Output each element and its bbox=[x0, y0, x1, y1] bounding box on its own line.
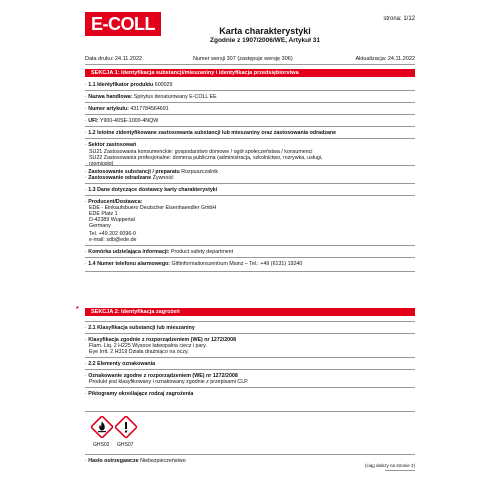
field-label: Hasło ostrzegawcze bbox=[88, 458, 139, 464]
divider bbox=[85, 102, 415, 103]
field-value: Rozpuszczalnik bbox=[179, 169, 219, 175]
field-label: 1.1 Identyfikator produktu bbox=[88, 82, 154, 88]
field-line: · UFI: Y900-40SE-1000-4NQW bbox=[85, 118, 159, 124]
field-line bbox=[89, 379, 248, 385]
field-value: 600029 bbox=[153, 82, 173, 88]
field-label: 2.2 Elementy oznakowania bbox=[88, 361, 156, 367]
divider bbox=[85, 90, 415, 91]
field-line: · Klasyfikacja zgodnie z rozporządzeniem (WE) nr 1272/2008 bbox=[85, 337, 237, 343]
field-label: UFI: bbox=[88, 118, 99, 124]
ecoll-logo: E-COLL bbox=[85, 12, 161, 36]
divider bbox=[85, 411, 415, 412]
divider bbox=[85, 126, 415, 127]
field-label: Zastosowanie odradzane bbox=[88, 175, 152, 181]
divider bbox=[85, 271, 415, 272]
footer-rule bbox=[385, 470, 415, 471]
field-value: Spirytus denaturowany E-COLL EE bbox=[132, 94, 217, 100]
field-label: Zastosowanie substancji / preparatu bbox=[88, 169, 180, 175]
field-label: Klasyfikacja zgodnie z rozporządzeniem (WE) nr 1272/2008 bbox=[88, 337, 237, 343]
field-value: Product safety department bbox=[169, 249, 234, 255]
subtitle: Zgodnie z 1907/2006/WE, Artykuł 31 bbox=[210, 37, 320, 44]
divider bbox=[85, 195, 415, 196]
title: Karta charakterystyki bbox=[219, 26, 311, 36]
change-marker: * bbox=[76, 306, 79, 313]
field-value: Flam. Liq. 2 H225 Wysoce łatwopalna ciecz i pary. bbox=[89, 343, 207, 349]
field-value: Niebezpieczeństwo bbox=[138, 458, 186, 464]
divider bbox=[85, 138, 415, 139]
exclamation-icon bbox=[115, 416, 137, 438]
field-line bbox=[89, 349, 189, 355]
field-line: · Hasło ostrzegawcze Niebezpieczeństwo bbox=[85, 458, 186, 464]
field-value: EDE Platz 1 bbox=[89, 211, 118, 217]
field-label: Komórka udzielająca informacji: bbox=[88, 249, 170, 255]
field-line bbox=[89, 223, 111, 229]
field-line: · 2.1 Klasyfikacja substancji lub mieszaniny bbox=[85, 325, 195, 331]
divider bbox=[85, 183, 415, 184]
divider bbox=[85, 64, 415, 65]
divider bbox=[85, 321, 415, 322]
field-value: Eye Irrit. 2 H319 Działa drażniąco na oczy. bbox=[89, 349, 189, 355]
field-line: · Producent/Dostawca: bbox=[85, 199, 143, 205]
field-label: Piktogramy określające rodzaj zagrożenia bbox=[88, 391, 194, 397]
field-line: · Piktogramy określające rodzaj zagrożenia bbox=[85, 391, 194, 397]
section1-header: SEKCJA 1: Identyfikacja substancji/mieszaniny i identyfikacja przedsiębiorstwa bbox=[85, 69, 415, 77]
field-value: EDE - Einkaufsbuero Deutscher Eisenhaendler GmbH bbox=[89, 205, 217, 211]
update-date: Aktualizacja: 24.11.2022 bbox=[355, 56, 415, 62]
field-line: · Oznakowanie zgodne z rozporządzeniem (WE) nr 1272/2008 bbox=[85, 373, 238, 379]
divider bbox=[85, 333, 415, 334]
divider bbox=[85, 165, 415, 166]
field-label: Sektor zastosowań bbox=[88, 142, 137, 148]
flame-icon bbox=[91, 416, 113, 438]
continued-note: (ciąg dalszy na stronie 2) bbox=[364, 463, 415, 468]
sds-page bbox=[76, 12, 415, 488]
field-label: Numer artykułu: bbox=[88, 106, 129, 112]
field-label: Nazwa handlowa: bbox=[88, 94, 133, 100]
field-line: · Sektor zastosowań bbox=[85, 142, 137, 148]
field-line bbox=[89, 161, 113, 167]
field-line: · Zastosowanie substancji / preparatu Rozpuszczalnik bbox=[85, 169, 219, 175]
field-line bbox=[89, 237, 136, 243]
print-date: Data druku: 24.11.2022 bbox=[85, 56, 143, 62]
field-label: 1.4 Numer telefonu alarmowego: bbox=[88, 261, 171, 267]
field-line: · 1.3 Dane dotyczące dostawcy karty charakterystyki bbox=[85, 187, 218, 193]
field-line: · 2.2 Elementy oznakowania bbox=[85, 361, 156, 367]
field-line: · Numer artykułu: 4317784564691 bbox=[85, 106, 169, 112]
divider bbox=[85, 387, 415, 388]
version-number: Numer wersji 307 (zastępuje wersję 306) bbox=[193, 56, 293, 62]
divider bbox=[85, 114, 415, 115]
divider bbox=[85, 257, 415, 258]
field-value: Produkt jest klasyfikowany i oznakowany zgodnie z przepisami CLP. bbox=[89, 379, 249, 385]
field-value: rzemiosło) bbox=[89, 161, 114, 167]
divider bbox=[85, 245, 415, 246]
field-value: Y900-40SE-1000-4NQW bbox=[98, 118, 159, 124]
field-line: · Nazwa handlowa: Spirytus denaturowany E-COLL EE bbox=[85, 94, 217, 100]
field-line: · Zastosowanie odradzane Żywność bbox=[85, 175, 174, 181]
divider bbox=[85, 357, 415, 358]
field-value: SU22 Zastosowania profesjonalne: domena publiczna (administracja, szkolnictwo, rozrywka, usługi, bbox=[89, 155, 323, 161]
field-line: · 1.2 Istotne zidentyfikowane zastosowania substancji lub mieszaniny oraz zastosowania odradzane bbox=[85, 130, 337, 136]
field-line: · Komórka udzielająca informacji: Product safety department bbox=[85, 249, 234, 255]
page-number: strona: 1/12 bbox=[383, 16, 415, 22]
field-value: Żywność bbox=[151, 175, 174, 181]
divider bbox=[85, 454, 415, 455]
field-label: Producent/Dostawca: bbox=[88, 199, 143, 205]
section2-header: SEKCJA 2: Identyfikacja zagrożeń bbox=[85, 308, 415, 316]
pictogram-code: GHS07 bbox=[117, 442, 134, 448]
document-title bbox=[185, 26, 345, 46]
field-line bbox=[89, 155, 322, 161]
pictogram-code: GHS02 bbox=[93, 442, 110, 448]
divider bbox=[85, 369, 415, 370]
field-line: · 1.1 Identyfikator produktu 600029 bbox=[85, 82, 173, 88]
field-label: 2.1 Klasyfikacja substancji lub mieszaniny bbox=[88, 325, 195, 331]
field-label: Oznakowanie zgodne z rozporządzeniem (WE) nr 1272/2008 bbox=[88, 373, 238, 379]
field-value: e-mail: sdb@ede.de bbox=[89, 237, 137, 243]
field-value: SU21 Zastosowania konsumenckie: gospodarstwo domowe / ogół społeczeństwa / konsumenci bbox=[89, 149, 313, 155]
field-value: Germany bbox=[89, 223, 111, 229]
field-value: Giftinformationszentrum Mainz – Tel.: +49 (6131) 19240 bbox=[170, 261, 303, 267]
field-value: D-42389 Wuppertal bbox=[89, 217, 135, 223]
field-line: · 1.4 Numer telefonu alarmowego: Giftinformationszentrum Mainz – Tel.: +49 (6131) 19240 bbox=[85, 261, 303, 267]
field-value: 4317784564691 bbox=[128, 106, 169, 112]
field-label: 1.2 Istotne zidentyfikowane zastosowania substancji lub mieszaniny oraz zastosowania odradzane bbox=[88, 130, 337, 136]
field-label: 1.3 Dane dotyczące dostawcy karty charakterystyki bbox=[88, 187, 218, 193]
field-value: Tel. +49 202 6096-0 bbox=[89, 231, 136, 237]
